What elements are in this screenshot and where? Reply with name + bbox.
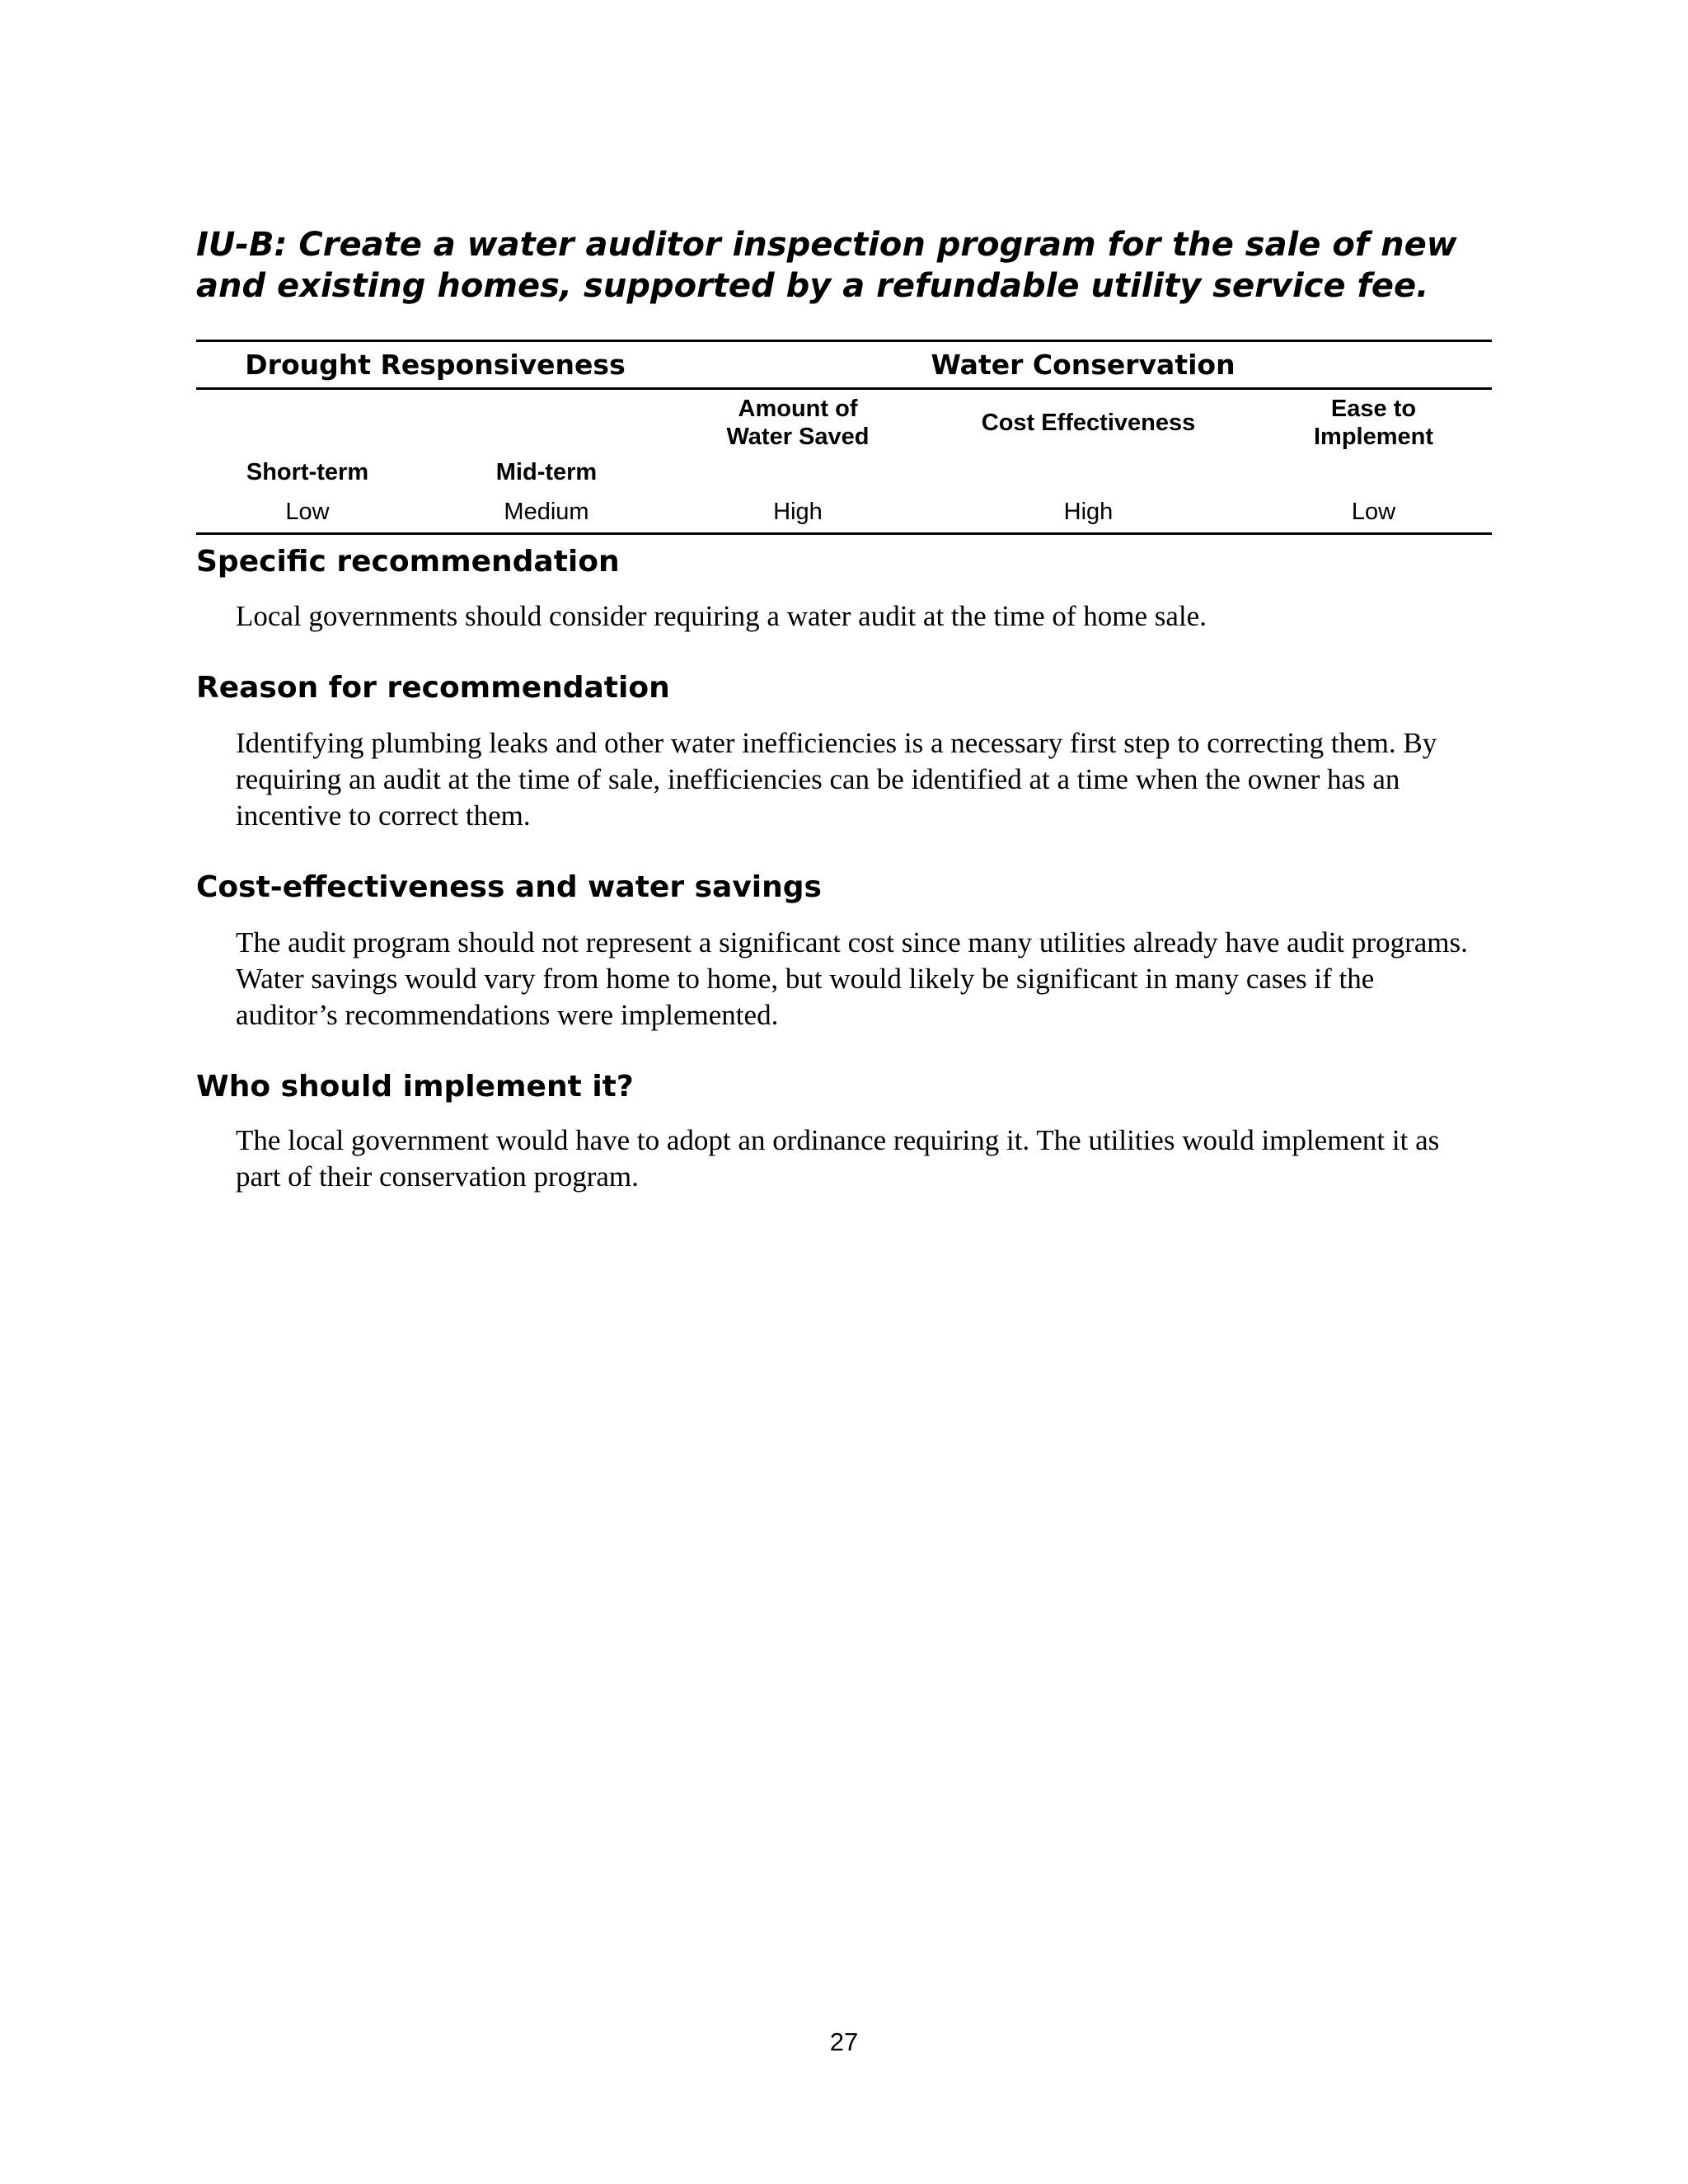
value-amount-water-saved: High <box>674 491 921 534</box>
value-short-term: Low <box>196 491 419 534</box>
value-cost-effectiveness: High <box>921 491 1255 534</box>
section-body-specific-recommendation: Local governments should consider requiring a water audit at the time of home sale. <box>236 600 1207 632</box>
water-conservation-header: Water Conservation <box>674 341 1492 389</box>
table-row <box>196 491 1492 534</box>
column-header-mid-term <box>419 389 674 492</box>
column-header-line: Short-term <box>246 459 369 485</box>
column-header-line: Water Saved <box>726 424 870 450</box>
column-header-ease-to-implement <box>1255 389 1492 492</box>
value-ease-to-implement: Low <box>1255 491 1492 534</box>
section-body-cost-effectiveness: The audit program should not represent a significant cost since many utilities already have audit programs. Water savings would vary from home to home, but would likely be significant in many cases if the auditor’s recommendations were implemented. <box>236 926 1468 1031</box>
column-header-cost-effectiveness <box>921 389 1255 492</box>
page-number: 27 <box>829 2027 859 2056</box>
section-body-reason-for-recommendation: Identifying plumbing leaks and other water inefficiencies is a necessary first step to correcting them. By requiring an audit at the time of sale, inefficiencies can be identified at a time when the owner has an incentive to correct them. <box>236 727 1437 832</box>
section-heading-who-should-implement: Who should implement it? <box>196 1070 634 1104</box>
column-header-line: Mid-term <box>495 459 598 485</box>
column-header-short-term <box>196 389 419 492</box>
section-heading-cost-effectiveness: Cost-effectiveness and water savings <box>196 870 822 904</box>
table-group-header-row <box>196 341 1492 389</box>
column-header-line: Amount of <box>738 396 858 422</box>
column-header-line: Cost Effectiveness <box>981 410 1196 436</box>
section-heading-specific-recommendation: Specific recommendation <box>196 545 620 579</box>
column-header-amount-water-saved <box>674 389 921 492</box>
value-mid-term: Medium <box>419 491 674 534</box>
section-body-who-should-implement: The local government would have to adopt an ordinance requiring it. The utilities would implement it as part of their conservation program. <box>236 1124 1440 1193</box>
column-header-line: Implement <box>1314 424 1434 450</box>
column-header-line: Ease to <box>1330 396 1417 422</box>
section-heading-reason-for-recommendation: Reason for recommendation <box>196 671 670 705</box>
drought-responsiveness-header: Drought Responsiveness <box>196 341 674 389</box>
page-title: IU-B: Create a water auditor inspection program for the sale of new and existing homes, supported by a refundable utility service fee. <box>196 226 1457 305</box>
table-column-header-row <box>196 389 1492 492</box>
summary-table <box>196 340 1492 535</box>
